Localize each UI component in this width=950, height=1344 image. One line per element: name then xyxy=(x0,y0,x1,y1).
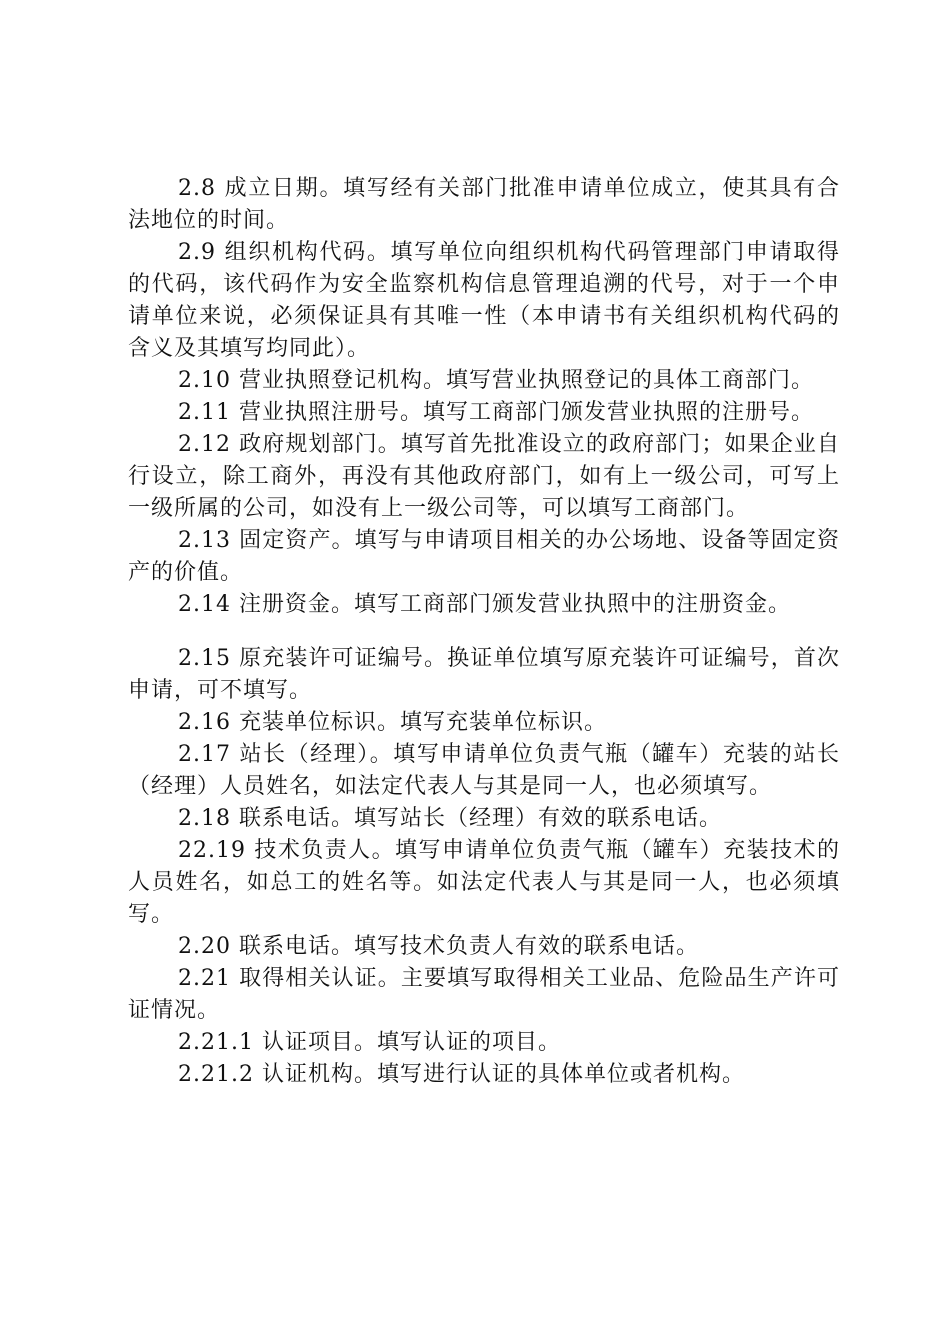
paragraph-2-20: 2.20 联系电话。填写技术负责人有效的联系电话。 xyxy=(178,934,699,959)
paragraph-2-11: 2.11 营业执照注册号。填写工商部门颁发营业执照的注册号。 xyxy=(178,400,814,425)
document-body xyxy=(128,173,840,1091)
paragraph-2-8: 2.8 成立日期。填写经有关部门批准申请单位成立，使其具有合法地位的时间。 xyxy=(128,176,840,233)
paragraph-2-16: 2.16 充装单位标识。填写充装单位标识。 xyxy=(178,710,607,735)
paragraph-2-21: 2.21 取得相关认证。主要填写取得相关工业品、危险品生产许可证情况。 xyxy=(128,966,840,1023)
paragraph-2-14: 2.14 注册资金。填写工商部门颁发营业执照中的注册资金。 xyxy=(178,592,791,617)
paragraph-2-13: 2.13 固定资产。填写与申请项目相关的办公场地、设备等固定资产的价值。 xyxy=(128,528,840,585)
paragraph-2-9: 2.9 组织机构代码。填写单位向组织机构代码管理部门申请取得的代码，该代码作为安全监察机构信息管理追溯的代号，对于一个申请单位来说，必须保证具有其唯一性（本申请书有关组织机构代码的含义及其填写均同此）。 xyxy=(128,240,840,361)
paragraph-2-17: 2.17 站长（经理）。填写申请单位负责气瓶（罐车）充装的站长（经理）人员姓名，如法定代表人与其是同一人，也必须填写。 xyxy=(128,742,840,799)
paragraph-2-10: 2.10 营业执照登记机构。填写营业执照登记的具体工商部门。 xyxy=(178,368,814,393)
paragraph-2-15: 2.15 原充装许可证编号。换证单位填写原充装许可证编号，首次申请，可不填写。 xyxy=(128,646,840,703)
paragraph-2-12: 2.12 政府规划部门。填写首先批准设立的政府部门；如果企业自行设立，除工商外，再没有其他政府部门，如有上一级公司，可写上一级所属的公司，如没有上一级公司等，可以填写工商部门。 xyxy=(128,432,840,521)
paragraph-2-18: 2.18 联系电话。填写站长（经理）有效的联系电话。 xyxy=(178,806,722,831)
paragraph-2-19: 22.19 技术负责人。填写申请单位负责气瓶（罐车）充装技术的人员姓名，如总工的姓名等。如法定代表人与其是同一人，也必须填写。 xyxy=(128,838,840,927)
paragraph-2-21-2: 2.21.2 认证机构。填写进行认证的具体单位或者机构。 xyxy=(178,1062,745,1087)
paragraph-2-21-1: 2.21.1 认证项目。填写认证的项目。 xyxy=(178,1030,561,1055)
